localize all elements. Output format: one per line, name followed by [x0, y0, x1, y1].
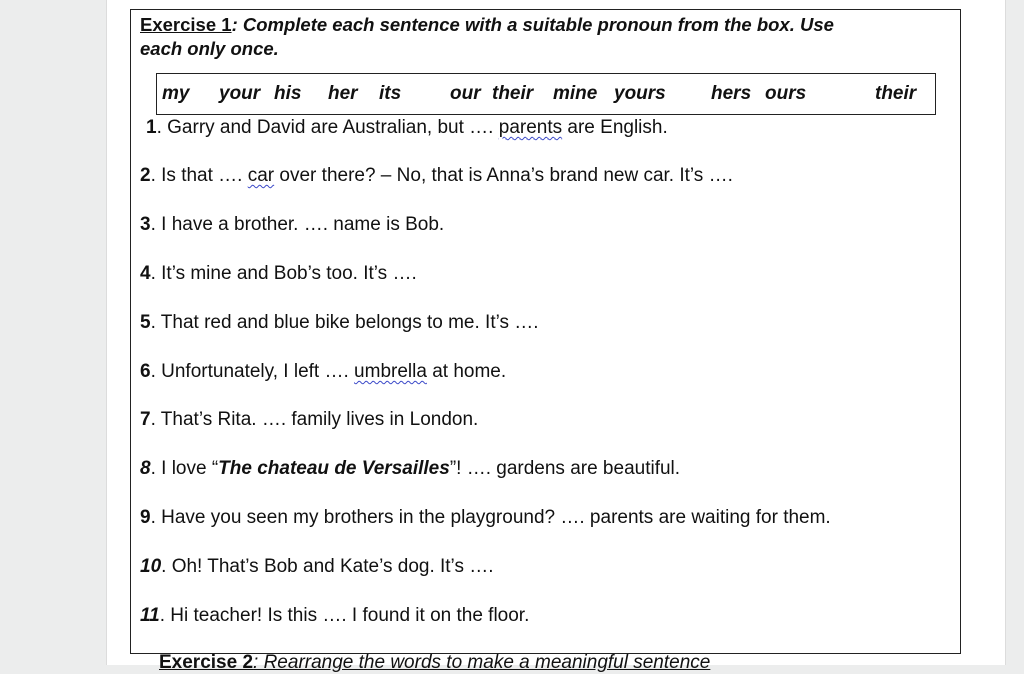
spellcheck-umbrella: umbrella	[354, 361, 427, 382]
exercise-2-label: Exercise 2	[159, 652, 254, 673]
word-their: their	[492, 83, 534, 104]
word-his: his	[274, 83, 302, 104]
pronoun-word-box	[156, 73, 936, 115]
word-ours: ours	[765, 83, 807, 104]
word-hers: hers	[711, 83, 752, 104]
sentence-8: 8. I love “The chateau de Versailles”! …. gardens are beautiful.	[140, 458, 681, 479]
sentence-4: 4. It’s mine and Bob’s too. It’s ….	[140, 263, 417, 284]
exercise-1-instructions	[140, 13, 950, 61]
word-their-2: their	[875, 83, 917, 104]
word-her: her	[328, 83, 358, 104]
sentence-1: 1. Garry and David are Australian, but …. parents are English.	[146, 117, 668, 138]
sentence-3: 3. I have a brother. …. name is Bob.	[140, 214, 445, 235]
word-your: your	[219, 83, 261, 104]
sentence-10: 10. Oh! That’s Bob and Kate’s dog. It’s ….	[140, 556, 494, 577]
exercise-2-heading	[159, 652, 710, 674]
word-mine: mine	[553, 83, 598, 104]
spellcheck-car: car	[247, 165, 275, 186]
instruction-line-2: each only once.	[140, 38, 279, 59]
document-page	[106, 0, 1006, 673]
word-yours: yours	[614, 83, 666, 104]
exercise-1-label: Exercise 1	[140, 14, 232, 35]
word-my: my	[162, 83, 190, 104]
exercise-1-box	[130, 9, 961, 654]
sentence-5: 5. That red and blue bike belongs to me. It’s ….	[140, 312, 539, 333]
spellcheck-parents: parents	[498, 117, 563, 138]
sentence-7: 7. That’s Rita. …. family lives in London.	[140, 409, 479, 430]
sentence-2: 2. Is that …. car over there? – No, that is Anna’s brand new car. It’s ….	[140, 165, 733, 186]
word-our: our	[450, 83, 481, 104]
instruction-line-1: : Complete each sentence with a suitable pronoun from the box. Use	[231, 14, 834, 35]
word-its: its	[379, 83, 402, 104]
chateau-title: The chateau de Versailles	[218, 458, 450, 479]
sentence-9: 9. Have you seen my brothers in the playground? …. parents are waiting for them.	[140, 507, 831, 528]
sentence-6: 6. Unfortunately, I left …. umbrella at home.	[140, 361, 507, 382]
sentence-11: 11. Hi teacher! Is this …. I found it on the floor.	[140, 605, 530, 626]
exercise-2-instruction: : Rearrange the words to make a meaningful sentence	[253, 652, 711, 673]
